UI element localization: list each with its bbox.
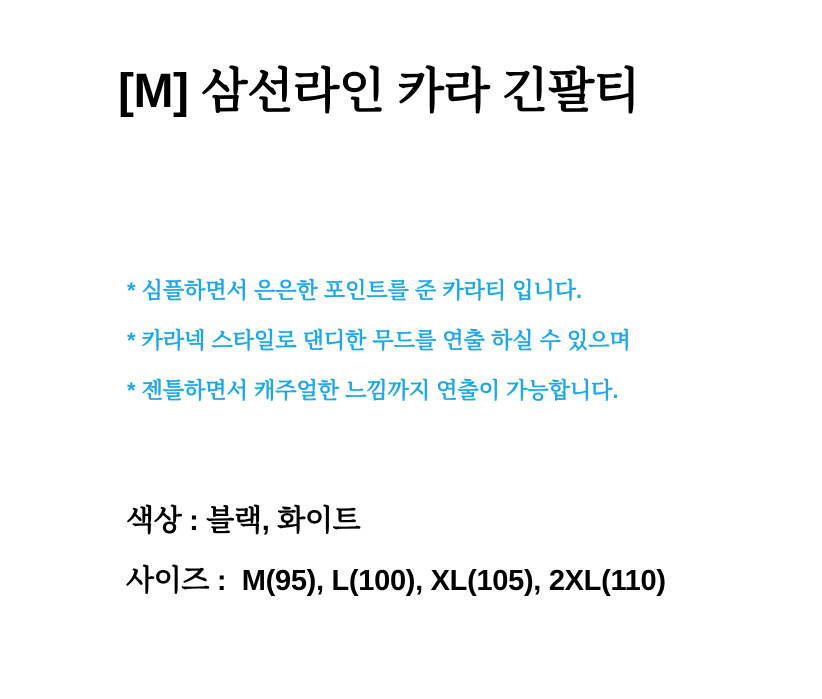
feature-line-1: * 심플하면서 은은한 포인트를 준 카라티 입니다. xyxy=(127,278,583,303)
color-spec: 색상 : 블랙, 화이트 xyxy=(126,505,361,537)
product-title: [M] 삼선라인 카라 긴팔티 xyxy=(118,65,640,118)
feature-line-2: * 카라넥 스타일로 댄디한 무드를 연출 하실 수 있으며 xyxy=(127,328,631,353)
feature-list xyxy=(127,266,631,416)
size-spec: 사이즈 : M(95), L(100), XL(105), 2XL(110) xyxy=(126,565,666,597)
feature-line-3: * 젠틀하면서 캐주얼한 느낌까지 연출이 가능합니다. xyxy=(127,378,619,403)
